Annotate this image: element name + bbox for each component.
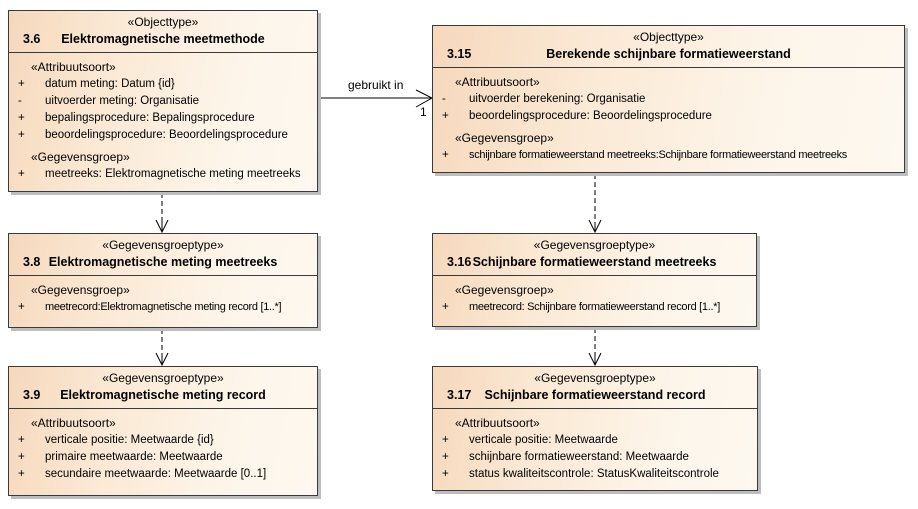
box-number: 3.6 <box>23 32 41 46</box>
section-heading: «Attribuutsoort» <box>455 416 540 430</box>
association-arrow-gebruikt-in <box>318 90 432 107</box>
stereotype-label: «Gegevensgroeptype» <box>534 371 656 385</box>
box-title: Schijnbare formatieweerstand record <box>484 388 706 402</box>
box-title: Berekende schijnbare formatieweerstand <box>546 47 791 61</box>
box-number: 3.16 <box>447 255 472 269</box>
stereotype-label: «Objecttype» <box>633 30 704 44</box>
attribute-row: - uitvoerder meting: Organisatie <box>18 95 200 107</box>
box-header <box>9 11 317 53</box>
section-heading: «Attribuutsoort» <box>31 60 116 74</box>
class-box-elektromagnetische-meetmethode <box>8 10 318 192</box>
stereotype-label: «Gegevensgroeptype» <box>102 371 224 385</box>
box-header <box>433 367 757 409</box>
box-body <box>433 409 757 485</box>
attribute-row: + datum meting: Datum {id} <box>18 78 175 90</box>
dependency-arrow-315-to-316 <box>589 174 601 232</box>
attribute-row: + verticale positie: Meetwaarde <box>442 434 618 446</box>
section-heading: «Gegevensgroep» <box>455 131 554 145</box>
box-header <box>9 367 317 409</box>
attribute-row: + meetrecord:Elektromagnetische meting record [1..*] <box>18 301 282 313</box>
attribute-row: + primaire meetwaarde: Meetwaarde <box>18 451 223 463</box>
box-title: Elektromagnetische meting meetreeks <box>48 255 278 269</box>
stereotype-label: «Gegevensgroeptype» <box>102 238 224 252</box>
box-title: Elektromagnetische meting record <box>60 388 266 402</box>
box-header <box>433 234 756 276</box>
section-heading: «Attribuutsoort» <box>31 416 116 430</box>
attribute-row: + status kwaliteitscontrole: StatusKwaliteitscontrole <box>442 468 719 480</box>
class-box-schijnbare-formatieweerstand-meetreeks <box>432 233 757 327</box>
attribute-row: + verticale positie: Meetwaarde {id} <box>18 434 214 446</box>
box-number: 3.8 <box>23 255 41 269</box>
stereotype-label: «Gegevensgroeptype» <box>533 238 656 252</box>
attribute-row: + schijnbare formatieweerstand meetreeks:Schijnbare formatieweerstand meetreeks <box>442 149 847 161</box>
box-title: Elektromagnetische meetmethode <box>61 32 265 46</box>
box-body <box>9 53 317 185</box>
box-number: 3.9 <box>23 388 41 402</box>
stereotype-label: «Objecttype» <box>127 15 199 29</box>
class-box-schijnbare-formatieweerstand-record <box>432 366 758 491</box>
section-heading: «Gegevensgroep» <box>31 150 130 164</box>
dependency-arrow-36-to-38 <box>156 193 168 232</box>
box-title: Schijnbare formatieweerstand meetreeks <box>472 255 717 269</box>
attribute-row: - uitvoerder berekening: Organisatie <box>442 93 646 105</box>
attribute-row: + meetrecord: Schijnbare formatieweerstand record [1..*] <box>442 301 720 313</box>
box-header <box>433 26 904 68</box>
box-body <box>433 276 756 318</box>
class-box-elektromagnetische-meting-meetreeks <box>8 233 318 328</box>
box-body <box>433 68 904 166</box>
box-number: 3.15 <box>447 47 472 61</box>
box-header <box>9 234 317 276</box>
box-number: 3.17 <box>447 388 472 402</box>
association-multiplicity: 1 <box>420 105 427 119</box>
attribute-row: + beoordelingsprocedure: Beoordelingsprocedure <box>442 110 712 122</box>
section-heading: «Attribuutsoort» <box>455 75 540 89</box>
dependency-arrow-316-to-317 <box>589 328 601 365</box>
box-body <box>9 276 317 318</box>
attribute-row: + bepalingsprocedure: Bepalingsprocedure <box>18 112 255 124</box>
section-heading: «Gegevensgroep» <box>455 283 554 297</box>
association-label: gebruikt in <box>348 78 404 92</box>
box-body <box>9 409 317 485</box>
attribute-row: + schijnbare formatieweerstand: Meetwaarde <box>442 451 689 463</box>
class-box-berekende-schijnbare-formatieweerstand <box>432 25 905 173</box>
section-heading: «Gegevensgroep» <box>31 283 130 297</box>
attribute-row: + meetreeks: Elektromagnetische meting meetreeks <box>18 168 301 180</box>
attribute-row: + secundaire meetwaarde: Meetwaarde [0..1] <box>18 468 267 480</box>
class-box-elektromagnetische-meting-record <box>8 366 318 496</box>
dependency-arrow-38-to-39 <box>156 329 168 365</box>
attribute-row: + beoordelingsprocedure: Beoordelingsprocedure <box>18 129 288 141</box>
